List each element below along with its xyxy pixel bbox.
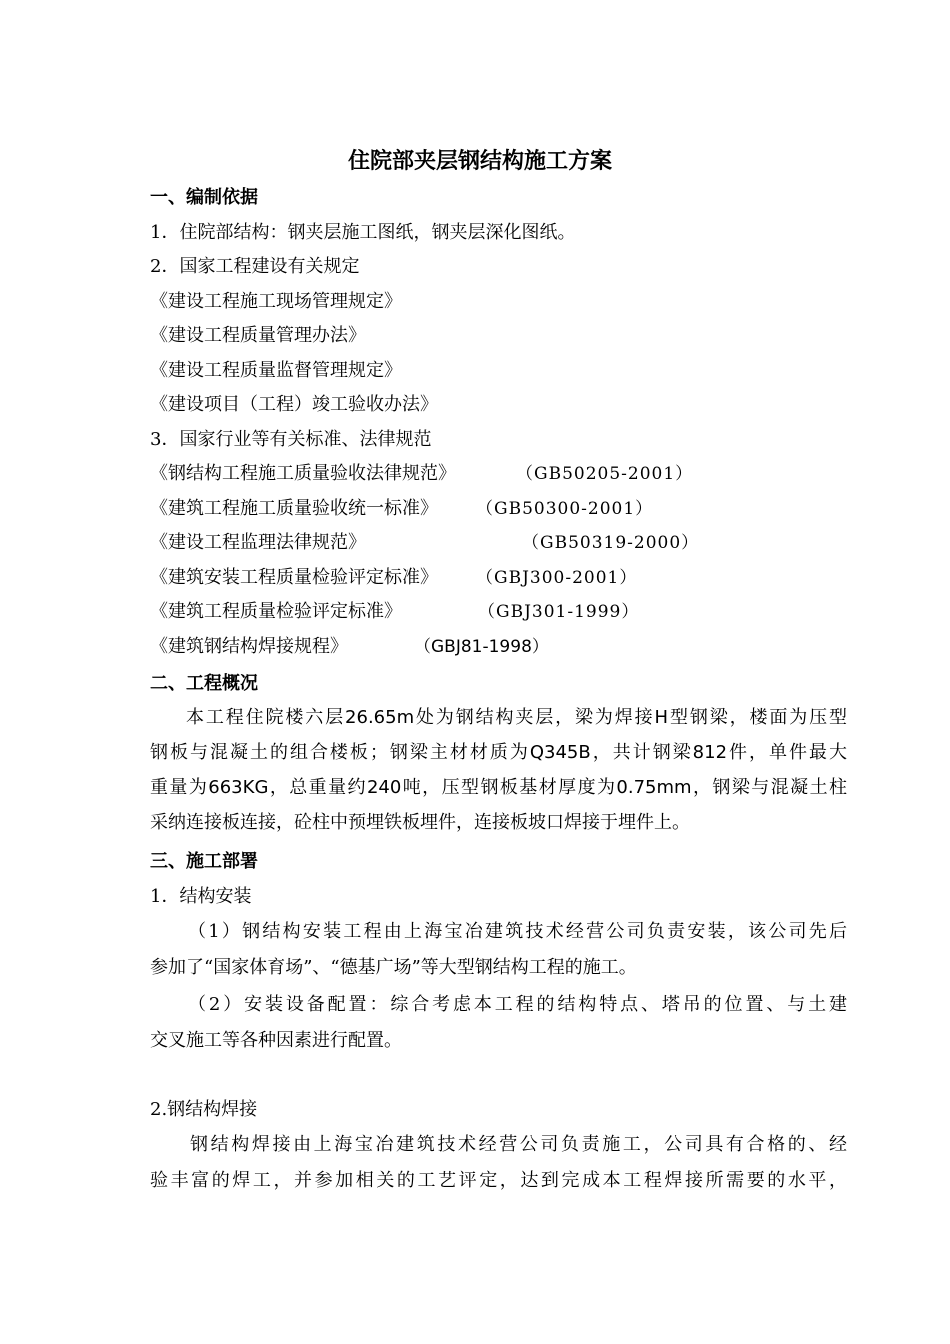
install-para-1-line-2: 参加了“国家体育场”、“德基广场”等大型钢结构工程的施工。 xyxy=(150,957,637,978)
standard-code: （GB50319-2000） xyxy=(522,533,700,553)
standard-code: （GB50300-2001） xyxy=(476,499,654,519)
section-heading-deployment: 三、施工部署 xyxy=(150,851,258,872)
regulation-1: 《建设工程施工现场管理规定》 xyxy=(150,291,402,312)
standard-name: 《建筑安装工程质量检验评定标准》 xyxy=(150,567,438,588)
basis-item-2: 2．国家工程建设有关规定 xyxy=(150,256,360,277)
section-heading-basis: 一、编制依据 xyxy=(150,187,258,208)
regulation-2: 《建设工程质量管理办法》 xyxy=(150,325,366,346)
standard-name: 《建设工程监理法律规范》 xyxy=(150,532,366,553)
overview-line-2: 钢板与混凝土的组合楼板；钢梁主材材质为Q345B，共计钢梁812件，单件最大 xyxy=(150,742,847,763)
standard-code: （GBJ300-2001） xyxy=(476,568,638,588)
install-para-1-line-1: （1）钢结构安装工程由上海宝冶建筑技术经营公司负责安装，该公司先后 xyxy=(188,921,847,942)
standard-name: 《建筑钢结构焊接规程》 xyxy=(150,636,348,657)
standard-name: 《钢结构工程施工质量验收法律规范》 xyxy=(150,463,456,484)
welding-para-line-2: 验丰富的焊工，并参加相关的工艺评定，达到完成本工程焊接所需要的水平， xyxy=(150,1170,847,1191)
page-title: 住院部夹层钢结构施工方案 xyxy=(348,149,613,174)
overview-line-4: 采纳连接板连接，砼柱中预埋铁板埋件，连接板坡口焊接于埋件上。 xyxy=(150,812,690,833)
basis-item-3: 3．国家行业等有关标准、法律规范 xyxy=(150,429,432,450)
overview-line-3: 重量为663KG，总重量约240吨，压型钢板基材厚度为0.75mm，钢梁与混凝土柱 xyxy=(150,777,847,798)
section-heading-overview: 二、工程概况 xyxy=(150,673,258,694)
standard-code: （GB50205-2001） xyxy=(516,464,694,484)
standard-name: 《建筑工程质量检验评定标准》 xyxy=(150,601,402,622)
install-para-2-line-2: 交叉施工等各种因素进行配置。 xyxy=(150,1030,402,1051)
basis-item-1: 1．住院部结构：钢夹层施工图纸，钢夹层深化图纸。 xyxy=(150,222,576,243)
standard-code: （GBJ81-1998） xyxy=(414,637,549,657)
welding-para-line-1: 钢结构焊接由上海宝冶建筑技术经营公司负责施工，公司具有合格的、经 xyxy=(190,1134,847,1155)
subsection-structure-install: 1．结构安装 xyxy=(150,886,252,907)
install-para-2-line-1: （2）安装设备配置：综合考虑本工程的结构特点、塔吊的位置、与土建 xyxy=(188,994,847,1015)
standard-code: （GBJ301-1999） xyxy=(478,602,640,622)
subsection-welding: 2.钢结构焊接 xyxy=(150,1099,258,1120)
regulation-3: 《建设工程质量监督管理规定》 xyxy=(150,360,402,381)
regulation-4: 《建设项目（工程）竣工验收办法》 xyxy=(150,394,438,415)
overview-line-1: 本工程住院楼六层26.65m处为钢结构夹层，梁为焊接H型钢梁，楼面为压型 xyxy=(186,707,847,728)
standard-name: 《建筑工程施工质量验收统一标准》 xyxy=(150,498,438,519)
